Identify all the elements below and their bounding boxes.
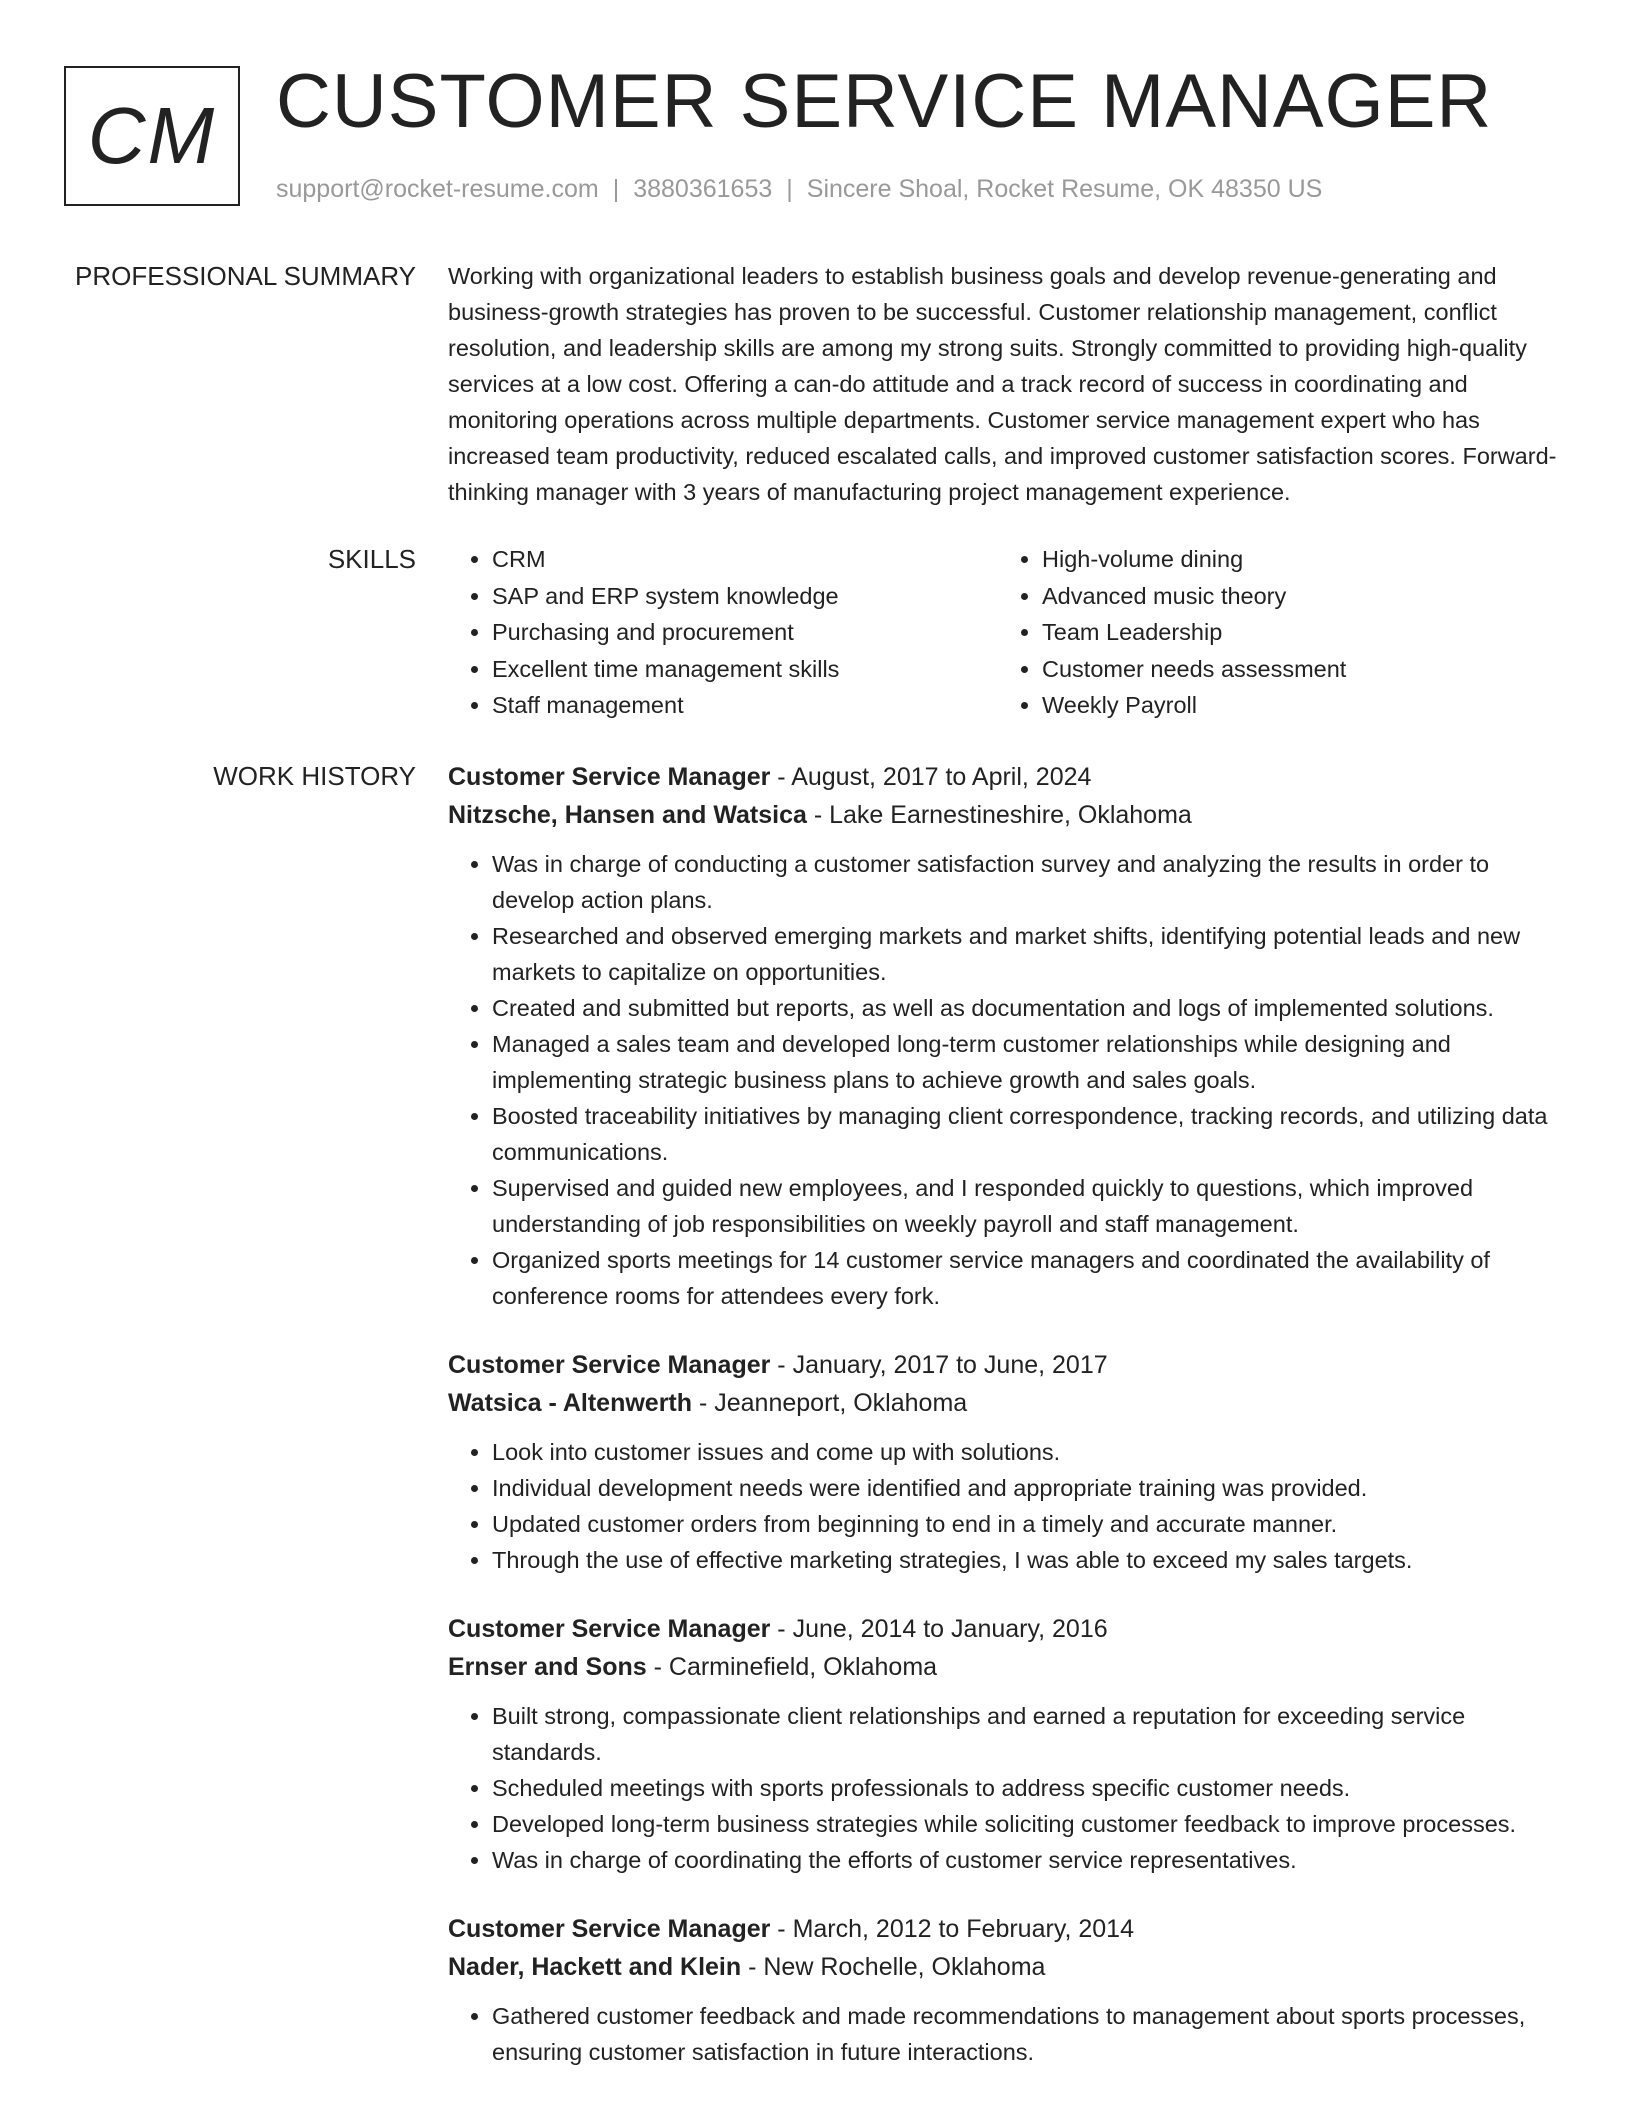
job-entry: [448, 1910, 1568, 2070]
skills-list-left: [448, 541, 998, 724]
job-entry: [448, 758, 1568, 1314]
job-location: - New Rochelle, Oklahoma: [741, 1953, 1046, 1981]
contact-line: [276, 175, 1322, 204]
job-entry: [448, 1610, 1568, 1878]
job-title-line: [448, 758, 1568, 796]
monogram-box: [64, 66, 240, 206]
job-title-line: [448, 1910, 1568, 1948]
job-location: - Lake Earnestineshire, Oklahoma: [806, 801, 1192, 829]
skill-item: • SAP and ERP system knowledge: [492, 578, 998, 615]
job-title: Customer Service Manager: [448, 1615, 771, 1643]
job-bullet: • Managed a sales team and developed long-term customer relationships while designing and implementing strategic business plans to achieve growth and sales goals.: [492, 1026, 1568, 1098]
work-history-label: WORK HISTORY: [213, 761, 416, 791]
job-dates: - June, 2014 to January, 2016: [770, 1615, 1108, 1643]
job-company: Watsica - Altenwerth: [448, 1389, 693, 1417]
job-bullet: • Gathered customer feedback and made recommendations to management about sports processes, ensuring customer satisfaction in future interactions.: [492, 1998, 1568, 2070]
job-bullet: • Updated customer orders from beginning to end in a timely and accurate manner.: [492, 1506, 1568, 1542]
job-location: - Jeanneport, Oklahoma: [692, 1389, 968, 1417]
skill-item: • High-volume dining: [1042, 541, 1548, 578]
job-bullet: • Researched and observed emerging markets and market shifts, identifying potential leads and new markets to capitalize on opportunities.: [492, 918, 1568, 990]
skill-item: • Weekly Payroll: [1042, 687, 1548, 724]
skills-label: SKILLS: [327, 544, 416, 574]
skill-item: • Customer needs assessment: [1042, 651, 1548, 688]
job-bullet: • Boosted traceability initiatives by managing client correspondence, tracking records, and utilizing data communications.: [492, 1098, 1568, 1170]
job-bullets: [448, 1998, 1568, 2070]
job-company: Ernser and Sons: [448, 1653, 647, 1681]
job-entry: [448, 1346, 1568, 1578]
job-location: - Carminefield, Oklahoma: [646, 1653, 938, 1681]
job-dates: - March, 2012 to February, 2014: [770, 1915, 1134, 1943]
skill-item: • Excellent time management skills: [492, 651, 998, 688]
job-bullet: • Supervised and guided new employees, and I responded quickly to questions, which improved understanding of job responsibilities on weekly payroll and staff management.: [492, 1170, 1568, 1242]
monogram-initials: CM: [87, 91, 217, 180]
job-bullet: • Created and submitted but reports, as well as documentation and logs of implemented solutions.: [492, 990, 1568, 1026]
skills-list-right: [998, 541, 1548, 724]
job-title-line: [448, 1346, 1568, 1384]
page-title: CUSTOMER SERVICE MANAGER: [276, 59, 1493, 144]
job-bullets: [448, 1698, 1568, 1878]
job-company: Nitzsche, Hansen and Watsica: [448, 801, 807, 829]
contact-email: support@rocket-resume.com: [276, 175, 599, 203]
job-bullet: • Was in charge of coordinating the efforts of customer service representatives.: [492, 1842, 1568, 1878]
contact-address: Sincere Shoal, Rocket Resume, OK 48350 US: [806, 175, 1323, 203]
job-dates: - August, 2017 to April, 2024: [770, 763, 1092, 791]
job-title: Customer Service Manager: [448, 1915, 771, 1943]
job-bullet: • Individual development needs were identified and appropriate training was provided.: [492, 1470, 1568, 1506]
job-bullet: • Organized sports meetings for 14 customer service managers and coordinated the availability of conference rooms for attendees every fork.: [492, 1242, 1568, 1314]
job-bullet: • Through the use of effective marketing strategies, I was able to exceed my sales targets.: [492, 1542, 1568, 1578]
work-history-content: [448, 758, 1568, 2102]
job-title: Customer Service Manager: [448, 1351, 771, 1379]
job-title: Customer Service Manager: [448, 763, 771, 791]
contact-phone: 3880361653: [633, 175, 773, 203]
skill-item: • CRM: [492, 541, 998, 578]
summary-content: [448, 258, 1568, 510]
job-bullet: • Was in charge of conducting a customer satisfaction survey and analyzing the results in order to develop action plans.: [492, 846, 1568, 918]
summary-text: Working with organizational leaders to establish business goals and develop revenue-generating and business-growth strategies has proven to be successful. Customer relationship management, conflict resolution, and leadership skills are among my strong suits. Strongly committed to providing high-quality services at a low cost. Offering a can-do attitude and a track record of success in coordinating and monitoring operations across multiple departments. Customer service management expert who has increased team productivity, reduced escalated calls, and improved customer satisfaction scores. Forward-thinking manager with 3 years of manufacturing project management experience.: [448, 263, 1557, 505]
job-company-line: [448, 1948, 1568, 1986]
job-bullets: [448, 1434, 1568, 1578]
job-company-line: [448, 1648, 1568, 1686]
skill-item: • Staff management: [492, 687, 998, 724]
skills-content: [448, 541, 1568, 724]
job-bullet: • Built strong, compassionate client relationships and earned a reputation for exceeding service standards.: [492, 1698, 1568, 1770]
skill-item: • Purchasing and procurement: [492, 614, 998, 651]
job-bullets: [448, 846, 1568, 1314]
job-company: Nader, Hackett and Klein: [448, 1953, 742, 1981]
job-bullet: • Scheduled meetings with sports professionals to address specific customer needs.: [492, 1770, 1568, 1806]
job-company-line: [448, 1384, 1568, 1422]
skill-item: • Team Leadership: [1042, 614, 1548, 651]
contact-separator: |: [612, 175, 620, 203]
job-dates: - January, 2017 to June, 2017: [770, 1351, 1108, 1379]
job-bullet: • Developed long-term business strategies while soliciting customer feedback to improve processes.: [492, 1806, 1568, 1842]
job-bullet: • Look into customer issues and come up with solutions.: [492, 1434, 1568, 1470]
summary-label: PROFESSIONAL SUMMARY: [75, 261, 416, 291]
skill-item: • Advanced music theory: [1042, 578, 1548, 615]
job-title-line: [448, 1610, 1568, 1648]
contact-separator: |: [786, 175, 793, 203]
job-company-line: [448, 796, 1568, 834]
